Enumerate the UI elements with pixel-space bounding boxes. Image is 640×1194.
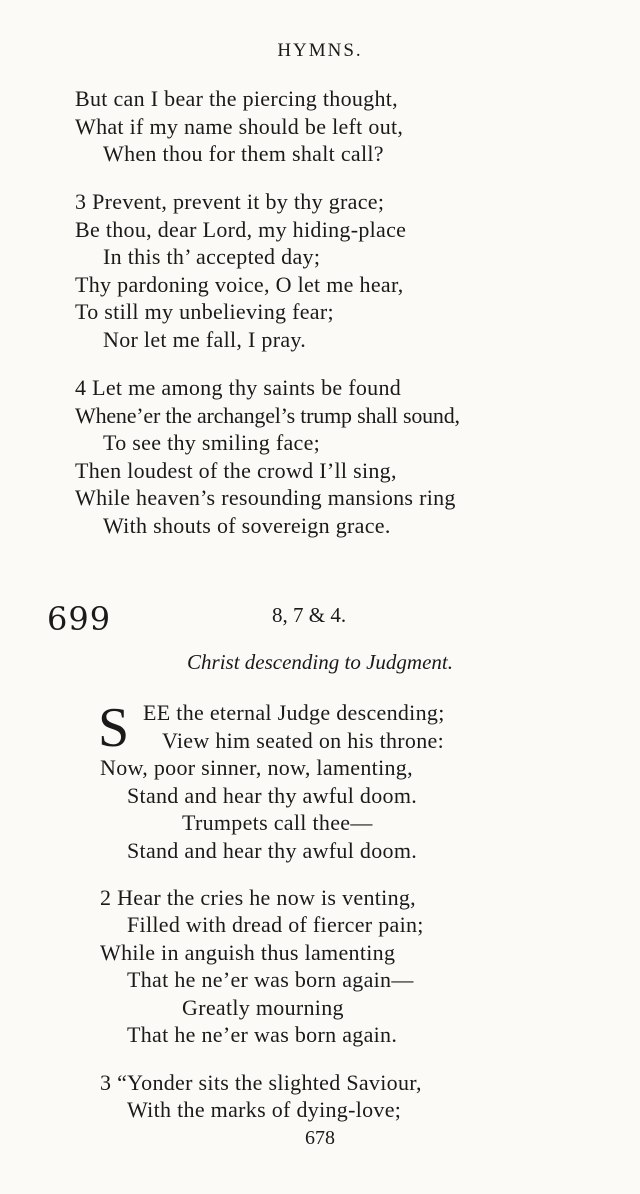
verse-line: View him seated on his throne: <box>162 728 445 753</box>
verse-line: 2 Hear the cries he now is venting, <box>100 885 416 910</box>
verse-line: Thy pardoning voice, O let me hear, <box>75 272 404 297</box>
verse-line: Then loudest of the crowd I’ll sing, <box>75 458 397 483</box>
hymn-number: 699 <box>47 600 112 638</box>
verse-line: While in anguish thus lamenting <box>100 940 396 965</box>
verse-line: To still my unbelieving fear; <box>75 299 334 324</box>
verse-line: Trumpets call thee— <box>182 810 373 835</box>
verse-line: While heaven’s resounding mansions ring <box>75 485 456 510</box>
verse-line: To see thy smiling face; <box>103 430 321 455</box>
verse-line: Stand and hear thy awful doom. <box>127 783 418 808</box>
verse-line: What if my name should be left out, <box>75 114 404 139</box>
page-number: 678 <box>305 1127 335 1149</box>
verse-line: Be thou, dear Lord, my hiding-place <box>75 217 407 242</box>
verse-line: Now, poor sinner, now, lamenting, <box>100 755 413 780</box>
verse-line: EE the eternal Judge descending; <box>143 700 445 725</box>
verse-line: 3 “Yonder sits the slighted Saviour, <box>100 1070 422 1095</box>
verse-line: In this th’ accepted day; <box>103 244 321 269</box>
running-head: HYMNS. <box>277 40 363 61</box>
verse-line: That he ne’er was born again. <box>127 1022 398 1047</box>
verse-line: But can I bear the piercing thought, <box>75 86 398 111</box>
verse-line: Stand and hear thy awful doom. <box>127 838 418 863</box>
verse-line: Whene’er the archangel’s trump shall sound, <box>75 403 460 428</box>
verse-line: Nor let me fall, I pray. <box>103 327 307 352</box>
verse-line: 4 Let me among thy saints be found <box>75 375 402 400</box>
verse-line: When thou for them shalt call? <box>103 141 384 166</box>
verse-line: With the marks of dying-love; <box>127 1097 402 1122</box>
hymn-meter: 8, 7 & 4. <box>272 603 347 627</box>
verse-line: Filled with dread of fiercer pain; <box>127 912 424 937</box>
verse-line: With shouts of sovereign grace. <box>103 513 391 538</box>
verse-line: That he ne’er was born again— <box>127 967 414 992</box>
verse-line: Greatly mourning <box>182 995 344 1020</box>
verse-line: 3 Prevent, prevent it by thy grace; <box>75 189 385 214</box>
drop-cap: S <box>98 697 130 759</box>
hymn-title: Christ descending to Judgment. <box>187 650 453 674</box>
